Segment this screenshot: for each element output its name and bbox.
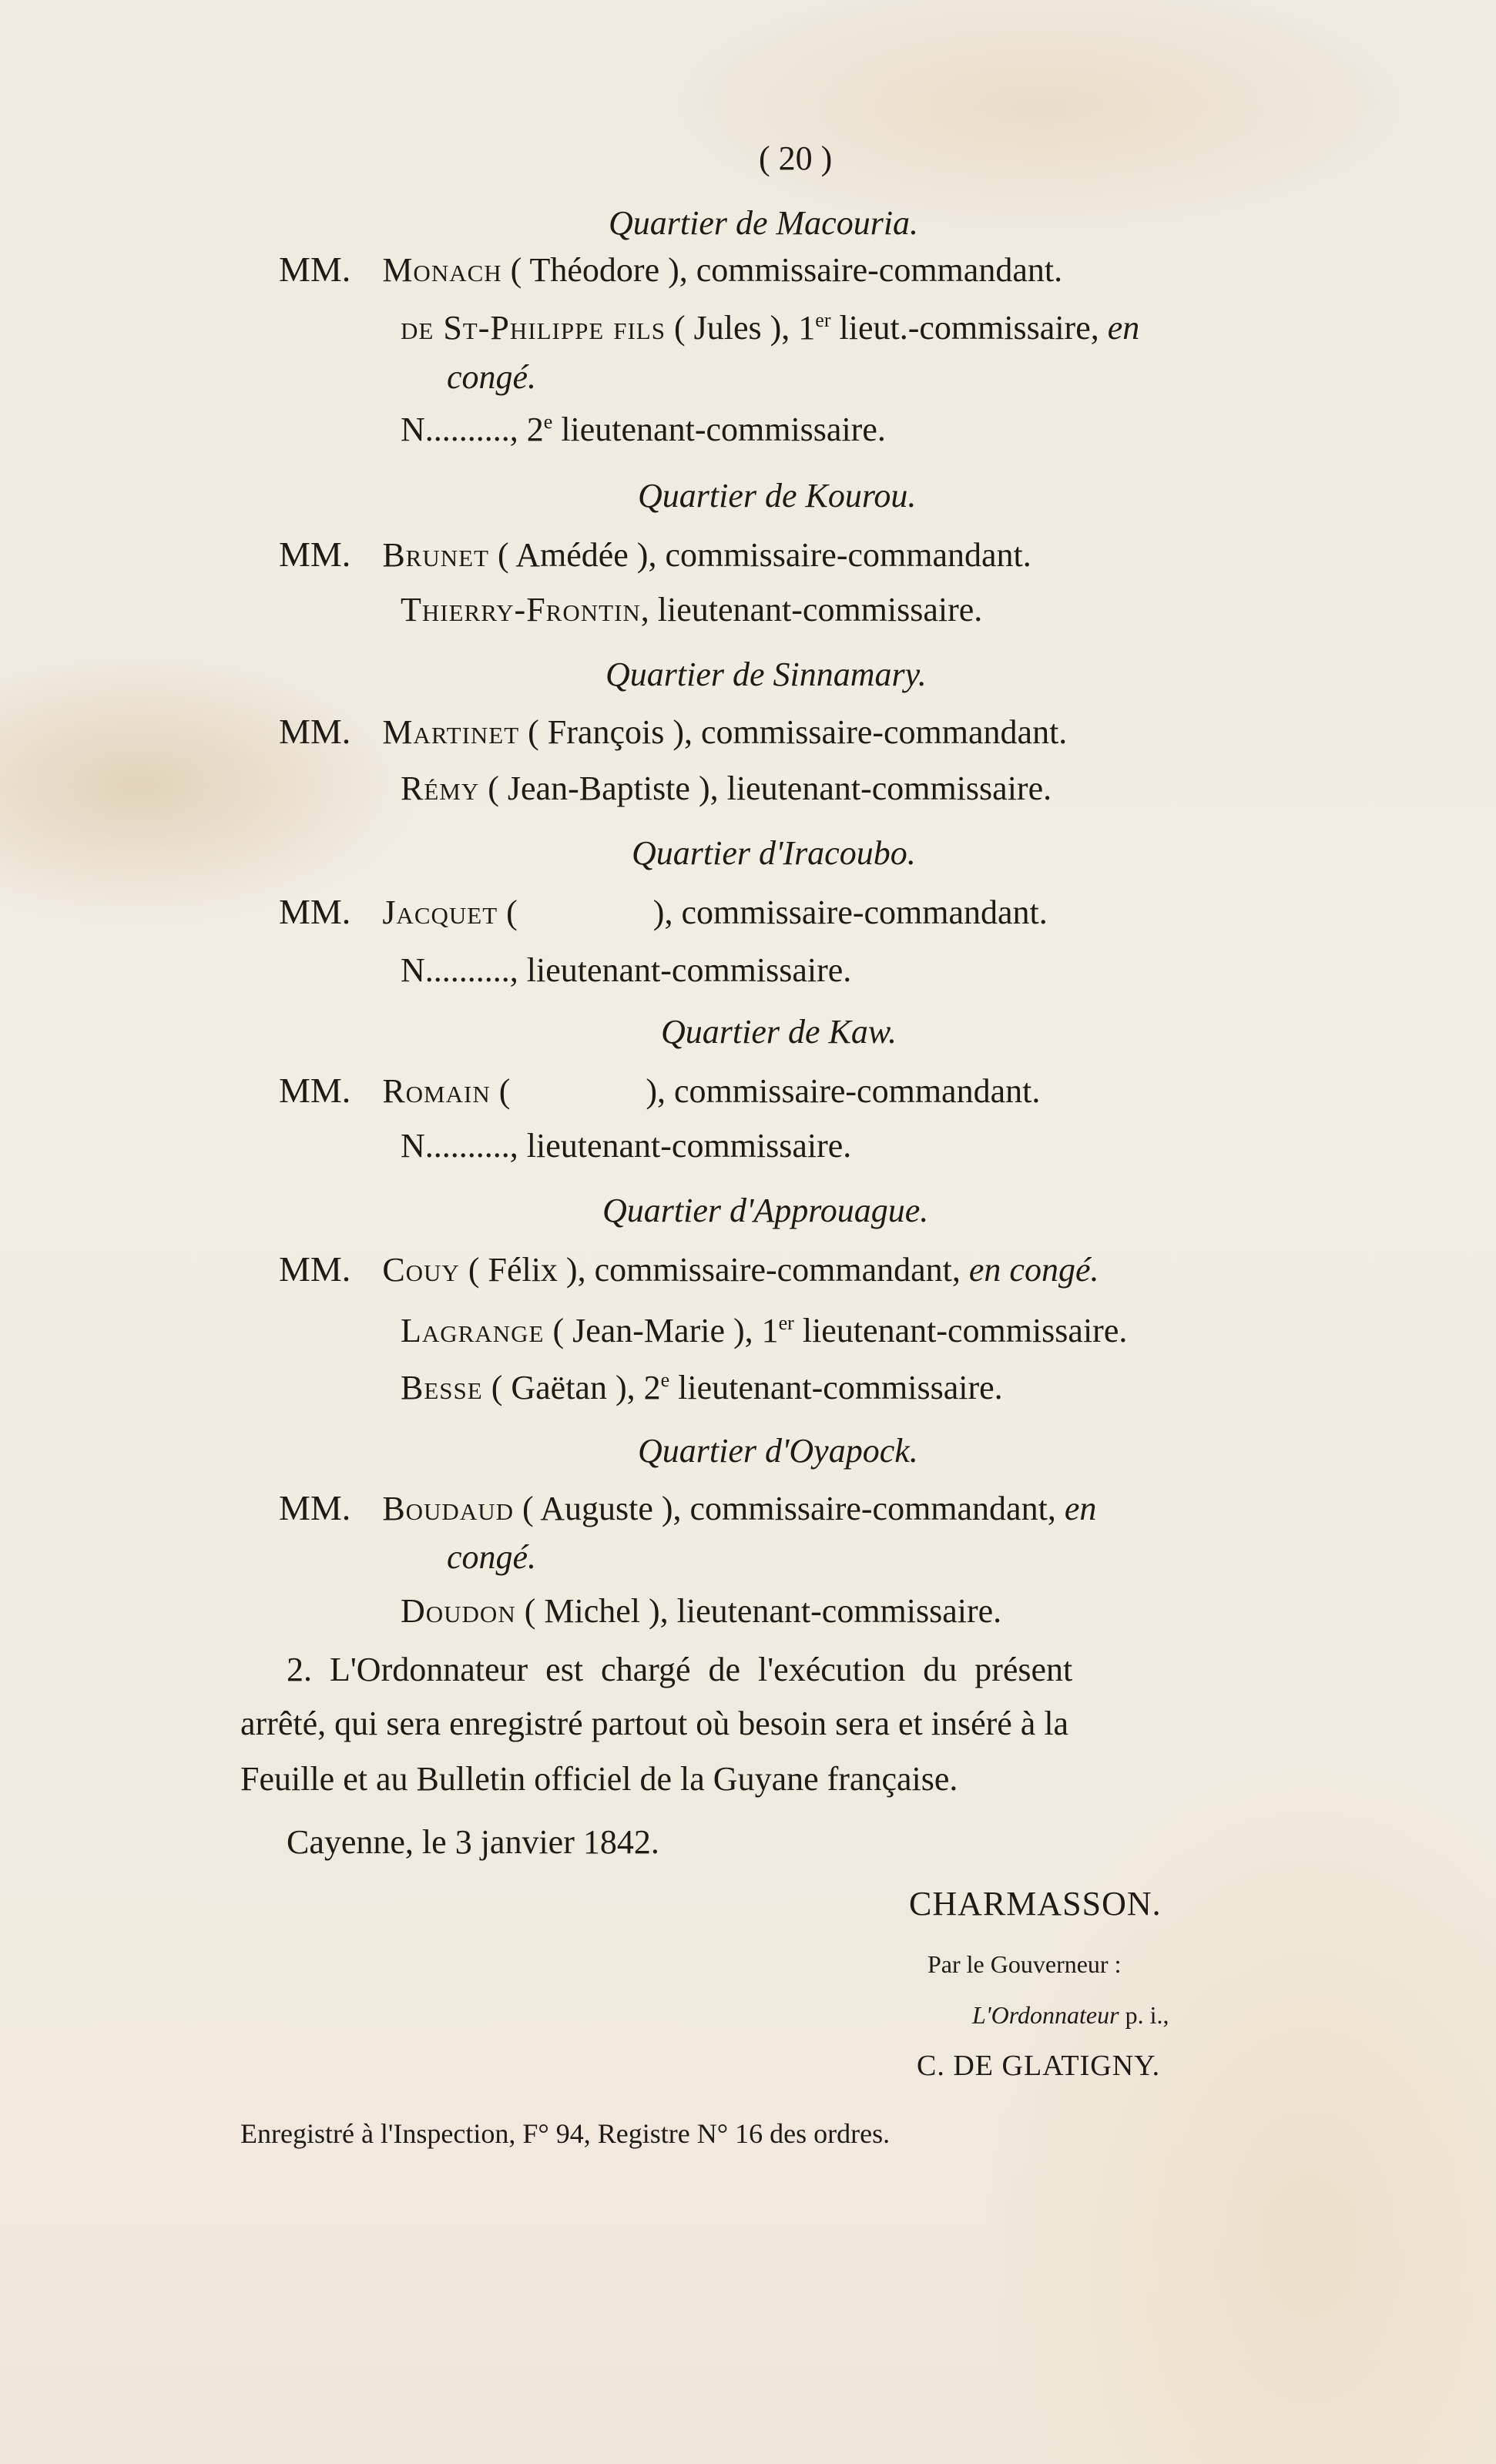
entry-text: N.........., lieutenant-commissaire. [401,1127,852,1165]
mm-label: MM. [279,1071,351,1110]
entry-text: lieutenant-commissaire. [793,1312,1128,1349]
entry-text: lieut.-commissaire, [830,309,1108,347]
entry-text: ( Michel ), lieutenant-commissaire. [515,1592,1002,1630]
entry-line [279,710,1067,754]
ordinal-sup: e [543,411,553,433]
entry-line [279,248,1062,292]
entry-text: ( ), commissaire-commandant. [498,893,1048,931]
entry-text: ( Jean-Marie ), 1 [544,1312,779,1349]
entry-line [401,1366,1003,1410]
entry-line [401,1125,851,1168]
entry-line [401,588,982,632]
entry-line [401,949,851,992]
ordinal-sup: er [778,1312,794,1334]
entry-line [401,767,1052,810]
person-name: Monach [382,251,502,289]
ordinal-sup: er [815,309,831,331]
district-heading: Quartier de Macouria. [609,204,919,242]
article-line: arrêté, qui sera enregistré partout où besoin sera et inséré à la [240,1705,1069,1742]
mm-label: MM. [279,1488,351,1527]
mm-label: MM. [279,250,351,289]
person-name: Martinet [382,713,520,751]
entry-text: ( Auguste ), commissaire-commandant, [513,1490,1065,1527]
entry-line [279,1248,1099,1292]
district-heading: Quartier d'Oyapock. [638,1432,918,1470]
entry-text: ( ), commissaire-commandant. [490,1072,1041,1110]
entry-line [279,1069,1040,1113]
entry-italic: en congé. [968,1251,1099,1289]
entry-line [279,1487,1096,1530]
ordonnateur-title: L'Ordonnateur [972,2001,1119,2029]
registration-note: Enregistré à l'Inspection, F° 94, Registre N° 16 des ordres. [240,2118,891,2149]
countersignature: C. DE GLATIGNY. [917,2050,1161,2082]
mm-label: MM. [279,1249,351,1289]
entry-text: N.........., 2 [401,411,544,448]
entry-line [401,408,886,451]
person-name: Brunet [382,536,489,574]
entry-line [401,1590,1001,1633]
mm-label: MM. [279,535,351,574]
entry-text: lieutenant-commissaire. [669,1369,1003,1406]
district-heading: Quartier de Kourou. [638,477,917,515]
district-heading: Quartier de Sinnamary. [605,655,927,693]
signature: CHARMASSON. [909,1885,1162,1923]
district-heading: Quartier de Kaw. [661,1013,897,1051]
entry-line [401,307,1139,350]
person-name: Thierry-Frontin [401,591,641,629]
entry-text: ( Jean-Baptiste ), lieutenant-commissaire. [479,769,1052,807]
entry-text: ( Gaëtan ), 2 [482,1369,661,1406]
mm-label: MM. [279,892,351,931]
person-name: Jacquet [382,893,498,931]
mm-label: MM. [279,712,351,751]
entry-line [279,890,1048,934]
person-name: Romain [382,1072,491,1110]
ordinal-sup: e [660,1369,670,1391]
ordonnateur-suffix: p. i., [1119,2001,1169,2029]
entry-text: ( Théodore ), commissaire-commandant. [501,251,1063,289]
entry-text: ( Jules ), 1 [665,309,816,347]
entry-line [401,1309,1127,1353]
person-name: Rémy [401,769,480,807]
entry-text: lieutenant-commissaire. [552,411,886,448]
ordonnateur-line [972,1993,1169,2037]
district-heading: Quartier d'Iracoubo. [632,834,916,872]
entry-text: ( François ), commissaire-commandant. [519,713,1068,751]
entry-text: N.........., lieutenant-commissaire. [401,951,852,989]
article-line: Feuille et au Bulletin officiel de la Guyane française. [240,1760,958,1798]
person-name: Besse [401,1369,483,1406]
entry-continuation: congé. [447,358,537,396]
entry-italic: en [1064,1490,1097,1527]
article-line: 2. L'Ordonnateur est chargé de l'exécution du présent [287,1651,1073,1688]
entry-continuation: congé. [447,1538,537,1576]
entry-text: ( Félix ), commissaire-commandant, [459,1251,969,1289]
entry-italic: en [1107,309,1140,347]
district-heading: Quartier d'Approuague. [602,1192,929,1229]
person-name: Couy [382,1251,460,1289]
date-line: Cayenne, le 3 janvier 1842. [287,1823,659,1861]
person-name: Boudaud [382,1490,514,1527]
person-name: de St-Philippe fils [401,309,666,347]
entry-text: , lieutenant-commissaire. [640,591,983,629]
entry-line [279,533,1031,577]
page-number: ( 20 ) [759,139,833,177]
par-le-gouverneur: Par le Gouverneur : [927,1950,1122,1978]
person-name: Lagrange [401,1312,545,1349]
entry-text: ( Amédée ), commissaire-commandant. [488,536,1031,574]
person-name: Doudon [401,1592,516,1630]
